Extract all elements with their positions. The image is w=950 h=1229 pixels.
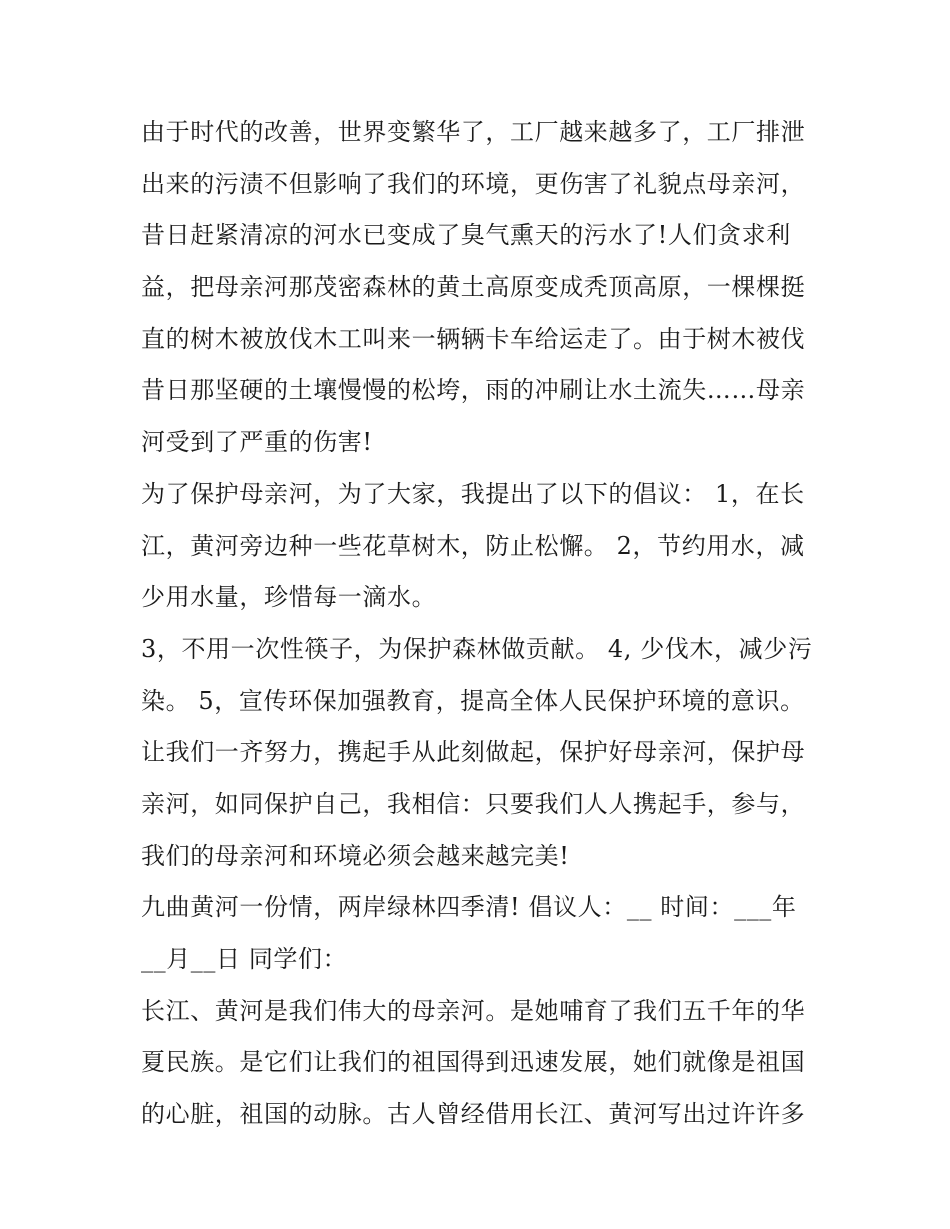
text-line: 染。 5，宣传环保加强教育，提高全体人民保护环境的意识。 bbox=[141, 686, 805, 715]
text-line: 出来的污渍不但影响了我们的环境，更伤害了礼貌点母亲河， bbox=[141, 169, 806, 198]
text-line: 直的树木被放伐木工叫来一辆辆卡车给运走了。由于树木被伐 bbox=[141, 324, 806, 353]
text-line: 河受到了严重的伤害! bbox=[141, 428, 373, 457]
text-line: 昔日赶紧清凉的河水已变成了臭气熏天的污水了!人们贪求利 bbox=[141, 221, 791, 250]
text-line: 少用水量，珍惜每一滴水。 bbox=[141, 583, 437, 612]
text-line: 亲河，如同保护自己，我相信：只要我们人人携起手，参与， bbox=[141, 789, 806, 818]
text-line: 我们的母亲河和环境必须会越来越完美! bbox=[141, 841, 570, 870]
text-line: 夏民族。是它们让我们的祖国得到迅速发展，她们就像是祖国 bbox=[141, 1048, 806, 1077]
text-line: 由于时代的改善，世界变繁华了，工厂越来越多了，工厂排泄 bbox=[141, 118, 806, 146]
text-line: 的心脏，祖国的动脉。古人曾经借用长江、黄河写出过许许多 bbox=[141, 1100, 806, 1129]
text-line: 让我们一齐努力，携起手从此刻做起，保护好母亲河，保护母 bbox=[141, 738, 806, 767]
text-line: 昔日那坚硬的土壤慢慢的松垮，雨的冲刷让水土流失……母亲 bbox=[141, 376, 806, 405]
text-line: 3，不用一次性筷子，为保护森林做贡献。 4, 少伐木，减少污 bbox=[141, 634, 813, 663]
text-line: 江，黄河旁边种一些花草树木，防止松懈。 2，节约用水，减 bbox=[141, 531, 805, 560]
text-line: 长江、黄河是我们伟大的母亲河。是她哺育了我们五千年的华 bbox=[141, 996, 806, 1025]
text-line: 九曲黄河一份情，两岸绿林四季清! 倡议人：__ 时间：___年 bbox=[141, 893, 797, 922]
document-body bbox=[141, 107, 821, 1141]
text-line: 益，把母亲河那茂密森林的黄土高原变成秃顶高原，一棵棵挺 bbox=[141, 273, 806, 302]
text-line: __月__日 同学们： bbox=[141, 945, 348, 973]
text-line: 为了保护母亲河，为了大家，我提出了以下的倡议： 1，在长 bbox=[141, 479, 805, 508]
